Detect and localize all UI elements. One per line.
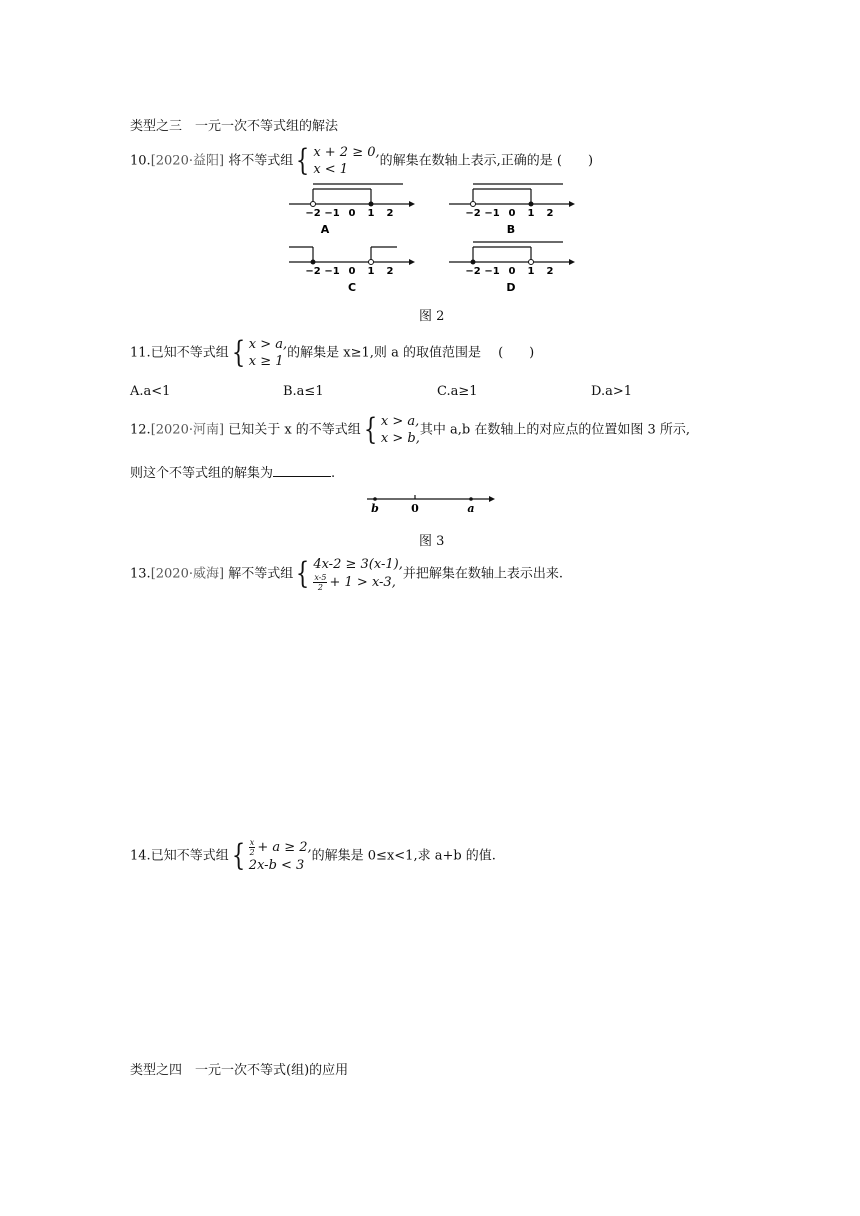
number-line-option-b xyxy=(445,180,575,238)
number-line-option-a xyxy=(285,180,415,238)
figure-caption: 图 3 xyxy=(419,534,445,549)
question-lead: 已知不等式组 xyxy=(150,345,229,361)
question-11 xyxy=(130,336,534,370)
tick-label: 2 xyxy=(546,266,554,277)
inequality-system: { $\frac{x}{2}$ + a ≥ 2, 2x-b < 3 xyxy=(231,838,312,873)
number-line-option-d xyxy=(445,238,575,296)
tick-label: 0 xyxy=(508,266,516,277)
question-lead: 已知关于 x 的不等式组 xyxy=(228,422,361,438)
question-lead: 将不等式组 xyxy=(228,153,294,169)
choice-a: A.a<1 xyxy=(130,384,171,399)
tick-label: 2 xyxy=(386,266,394,277)
tick-label: −2 xyxy=(465,266,481,277)
inequality-line-1: 4x-2 ≥ 3(x-1), xyxy=(313,557,403,572)
option-letter: A xyxy=(320,223,330,236)
tick-label: 2 xyxy=(386,208,394,219)
tick-label: 1 xyxy=(527,266,535,277)
option-letter: C xyxy=(347,281,357,294)
tick-label: 0 xyxy=(348,208,356,219)
question-number: 12. xyxy=(130,422,151,438)
question-lead: 解不等式组 xyxy=(228,566,294,582)
question-tail: 的解集是 x≥1,则 a 的取值范围是 ( ) xyxy=(287,345,535,361)
figure-caption: 图 2 xyxy=(419,309,445,324)
answer-blank[interactable] xyxy=(273,464,331,477)
inequality-line-1: $\frac{x}{2}$ + a ≥ 2, xyxy=(249,838,312,857)
tick-label: −2 xyxy=(465,208,481,219)
question-number: 10. xyxy=(130,153,151,169)
section-title: 类型之三 一元一次不等式组的解法 xyxy=(130,119,339,134)
inequality-system: { x > a, x ≥ 1 xyxy=(231,335,288,370)
inequality-line-2: x ≥ 1 xyxy=(248,354,284,369)
tick-label: 0 xyxy=(348,266,356,277)
question-number: 11. xyxy=(130,345,151,361)
question-14 xyxy=(130,838,496,874)
question-source: [2020·河南] xyxy=(150,422,225,438)
question-source: [2020·益阳] xyxy=(150,153,225,169)
tick-label: 1 xyxy=(367,208,375,219)
tick-label: 0 xyxy=(508,208,516,219)
inequality-system: { x > a, x > b, xyxy=(363,412,420,447)
tick-label: 1 xyxy=(527,208,535,219)
inequality-line-1: x > a, xyxy=(248,337,288,352)
inequality-line-2: x < 1 xyxy=(313,162,349,177)
question-number: 13. xyxy=(130,566,151,582)
question-tail: 的解集是 0≤x<1,求 a+b 的值. xyxy=(311,848,496,864)
number-line-option-c xyxy=(285,238,415,296)
tick-label: −1 xyxy=(324,208,340,219)
question-number: 14. xyxy=(130,848,151,864)
point-label-a: a xyxy=(467,502,475,515)
section-title: 类型之四 一元一次不等式(组)的应用 xyxy=(130,1063,349,1078)
choice-d: D.a>1 xyxy=(591,384,633,399)
inequality-system: { 4x-2 ≥ 3(x-1), $\frac{x-5}{2}$ + 1 > x-3, xyxy=(296,556,403,592)
inequality-line-2: $\frac{x-5}{2}$ + 1 > x-3, xyxy=(314,573,396,592)
inequality-system: { x + 2 ≥ 0, x < 1 xyxy=(296,143,380,178)
question-lead: 已知不等式组 xyxy=(150,848,229,864)
question-13 xyxy=(130,556,563,592)
question-12 xyxy=(130,413,690,447)
inequality-line-1: x + 2 ≥ 0, xyxy=(313,145,380,160)
inequality-line-2: 2x-b < 3 xyxy=(248,858,305,873)
tick-label: −1 xyxy=(324,266,340,277)
tick-label: −2 xyxy=(305,266,321,277)
tick-label: 2 xyxy=(546,208,554,219)
choice-b: B.a≤1 xyxy=(283,384,324,399)
inequality-line-1: x > a, xyxy=(380,414,420,429)
question-12-line-2: 则这个不等式组的解集为 . xyxy=(130,466,336,481)
inequality-line-2: x > b, xyxy=(380,431,420,446)
option-letter: B xyxy=(506,223,516,236)
question-source: [2020·威海] xyxy=(150,566,225,582)
question-tail: 的解集在数轴上表示,正确的是 ( ) xyxy=(379,153,594,169)
choice-c: C.a≥1 xyxy=(437,384,478,399)
tick-label: −1 xyxy=(484,208,500,219)
question-tail: 并把解集在数轴上表示出来. xyxy=(402,566,563,582)
tick-label: 1 xyxy=(367,266,375,277)
tick-label: −2 xyxy=(305,208,321,219)
tick-label: −1 xyxy=(484,266,500,277)
option-letter: D xyxy=(506,281,516,294)
number-line-figure-3 xyxy=(365,490,497,518)
point-label-b: b xyxy=(371,502,379,515)
question-10 xyxy=(130,144,593,178)
point-label-0: 0 xyxy=(411,502,419,515)
question-tail: 其中 a,b 在数轴上的对应点的位置如图 3 所示, xyxy=(419,422,690,438)
